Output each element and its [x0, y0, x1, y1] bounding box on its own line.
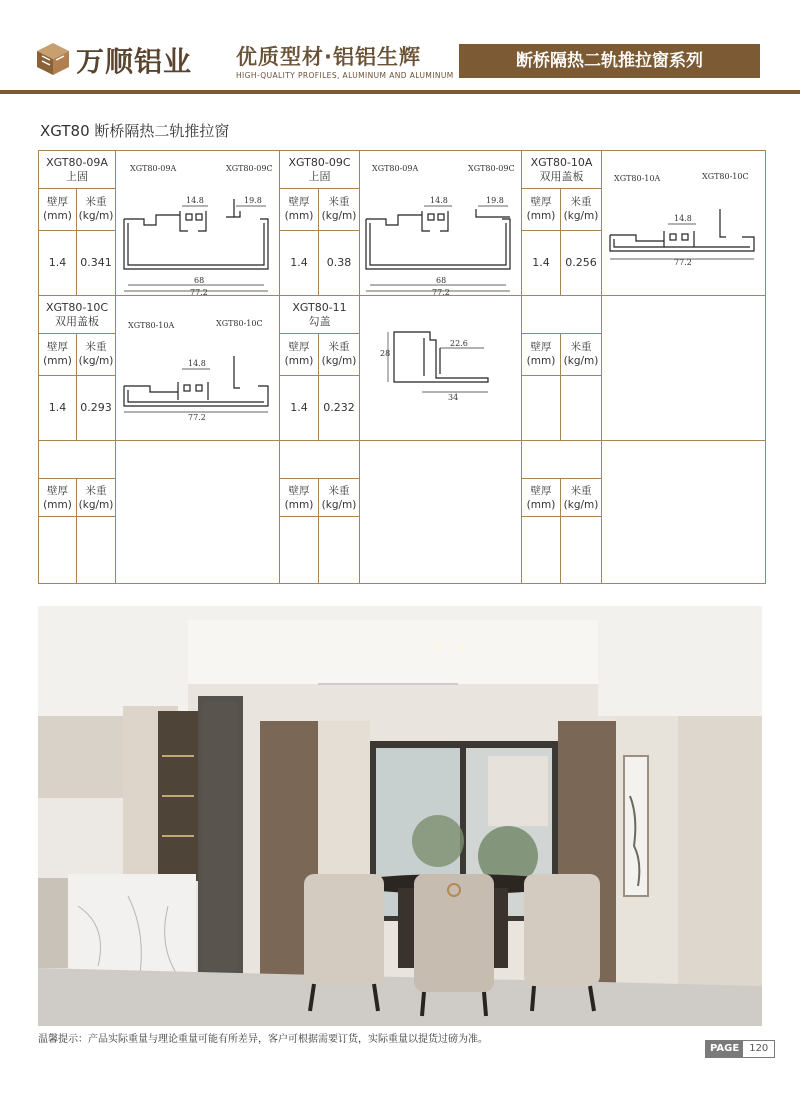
brand-logo-icon [36, 42, 70, 76]
drawing-tag: XGT80-09A [130, 164, 177, 173]
profile-name: 上固 [66, 169, 88, 183]
weight-value: 0.256 [561, 230, 602, 295]
dimension-label: 19.8 [486, 196, 504, 205]
empty-value-cell [39, 517, 77, 584]
dimension-label: 28 [380, 349, 391, 358]
profile-name: 勾盖 [308, 314, 331, 328]
brand-slogan: 优质型材·铝铝生辉 [236, 45, 421, 69]
weight-label: 米重 (kg/m) [561, 479, 602, 517]
weight-label: 米重 (kg/m) [319, 334, 360, 375]
thickness-label: 壁厚 (mm) [39, 334, 77, 375]
drawing-tag: XGT80-10A [614, 174, 661, 183]
thickness-value: 1.4 [39, 230, 77, 295]
thickness-value: 1.4 [280, 375, 319, 440]
profile-drawing-10a [602, 151, 765, 295]
header-divider [0, 90, 800, 94]
weight-label: 米重 (kg/m) [77, 189, 116, 230]
drawing-09c [360, 151, 522, 296]
profile-name: 双用盖板 [55, 314, 99, 328]
empty-value-cell [77, 517, 116, 584]
empty-value-cell [522, 517, 561, 584]
empty-drawing-cell [602, 296, 766, 441]
profile-drawing-09c [360, 151, 521, 295]
thickness-label: 壁厚 (mm) [522, 479, 561, 517]
weight-value: 0.293 [77, 375, 116, 440]
dimension-label: 68 [194, 276, 205, 285]
dimension-label: 77.2 [432, 288, 450, 295]
series-title-banner: 断桥隔热二轨推拉窗系列 [459, 44, 760, 78]
page-number-badge [705, 1040, 775, 1058]
dimension-label: 19.8 [244, 196, 262, 205]
drawing-tag: XGT80-09A [372, 164, 419, 173]
dimension-label: 77.2 [190, 288, 208, 295]
empty-value-cell [319, 517, 360, 584]
empty-drawing-cell [602, 441, 766, 584]
dimension-label: 77.2 [188, 413, 206, 422]
thickness-label: 壁厚 (mm) [39, 479, 77, 517]
profile-code: XGT80-09A [46, 155, 108, 169]
profile-spec-table [38, 150, 766, 584]
empty-drawing-cell [116, 441, 280, 584]
thickness-label: 壁厚 (mm) [39, 189, 77, 230]
thickness-label: 壁厚 (mm) [280, 189, 319, 230]
weight-label: 米重 (kg/m) [561, 189, 602, 230]
footer-note: 温馨提示：产品实际重量与理论重量可能有所差异，客户可根据需要订货，实际重量以提货过磅为准。 [38, 1034, 488, 1045]
drawing-tag: XGT80-09C [226, 164, 273, 173]
drawing-10c [116, 296, 280, 441]
drawing-tag: XGT80-10A [128, 321, 175, 330]
empty-drawing-cell [360, 441, 522, 584]
profile-header-09c [280, 151, 360, 189]
drawing-tag: XGT80-09C [468, 164, 515, 173]
empty-header-cell [522, 441, 602, 479]
drawing-09a [116, 151, 280, 296]
weight-value: 0.38 [319, 230, 360, 295]
empty-header-cell [280, 441, 360, 479]
empty-header-cell [39, 441, 116, 479]
thickness-label: 壁厚 (mm) [522, 334, 561, 375]
interior-dining-room-photo [38, 606, 762, 1026]
dimension-label: 22.6 [450, 339, 468, 348]
profile-header-09a [39, 151, 116, 189]
drawing-10a [602, 151, 766, 296]
profile-drawing-11 [360, 296, 521, 440]
brand-slogan-english: HIGH-QUALITY PROFILES, ALUMINUM AND ALUMINUM [236, 71, 454, 80]
page-label: PAGE [706, 1041, 743, 1057]
profile-drawing-09a [116, 151, 279, 295]
profile-code: XGT80-10C [45, 300, 109, 314]
thickness-label: 壁厚 (mm) [280, 334, 319, 375]
empty-value-cell [280, 517, 319, 584]
weight-label: 米重 (kg/m) [561, 334, 602, 375]
dimension-label: 34 [448, 393, 459, 402]
profile-code: XGT80-11 [292, 300, 347, 314]
empty-header-cell [522, 296, 602, 334]
weight-label: 米重 (kg/m) [319, 189, 360, 230]
thickness-label: 壁厚 (mm) [522, 189, 561, 230]
empty-value-cell [522, 375, 561, 440]
weight-label: 米重 (kg/m) [77, 479, 116, 517]
section-title: XGT80 断桥隔热二轨推拉窗 [40, 122, 230, 140]
page-header [0, 0, 800, 96]
drawing-tag: XGT80-10C [216, 319, 263, 328]
thickness-value: 1.4 [280, 230, 319, 295]
thickness-value: 1.4 [39, 375, 77, 440]
page-number: 120 [749, 1043, 769, 1054]
empty-value-cell [561, 517, 602, 584]
profile-drawing-10c [116, 296, 279, 440]
profile-header-11 [280, 296, 360, 334]
dimension-label: 14.8 [186, 196, 204, 205]
weight-value: 0.341 [77, 230, 116, 295]
drawing-11 [360, 296, 522, 441]
brand-name: 万顺铝业 [76, 45, 193, 78]
profile-header-10c [39, 296, 116, 334]
dimension-label: 68 [436, 276, 447, 285]
profile-code: XGT80-09C [288, 155, 351, 169]
profile-name: 双用盖板 [539, 169, 584, 183]
drawing-tag: XGT80-10C [702, 172, 749, 181]
thickness-label: 壁厚 (mm) [280, 479, 319, 517]
thickness-value: 1.4 [522, 230, 561, 295]
dimension-label: 14.8 [188, 359, 206, 368]
profile-name: 上固 [308, 169, 331, 183]
dimension-label: 77.2 [674, 258, 692, 267]
weight-label: 米重 (kg/m) [319, 479, 360, 517]
profile-header-10a [522, 151, 602, 189]
profile-code: XGT80-10A [530, 155, 593, 169]
empty-value-cell [561, 375, 602, 440]
weight-value: 0.232 [319, 375, 360, 440]
dimension-label: 14.8 [430, 196, 448, 205]
dimension-label: 14.8 [674, 214, 692, 223]
weight-label: 米重 (kg/m) [77, 334, 116, 375]
